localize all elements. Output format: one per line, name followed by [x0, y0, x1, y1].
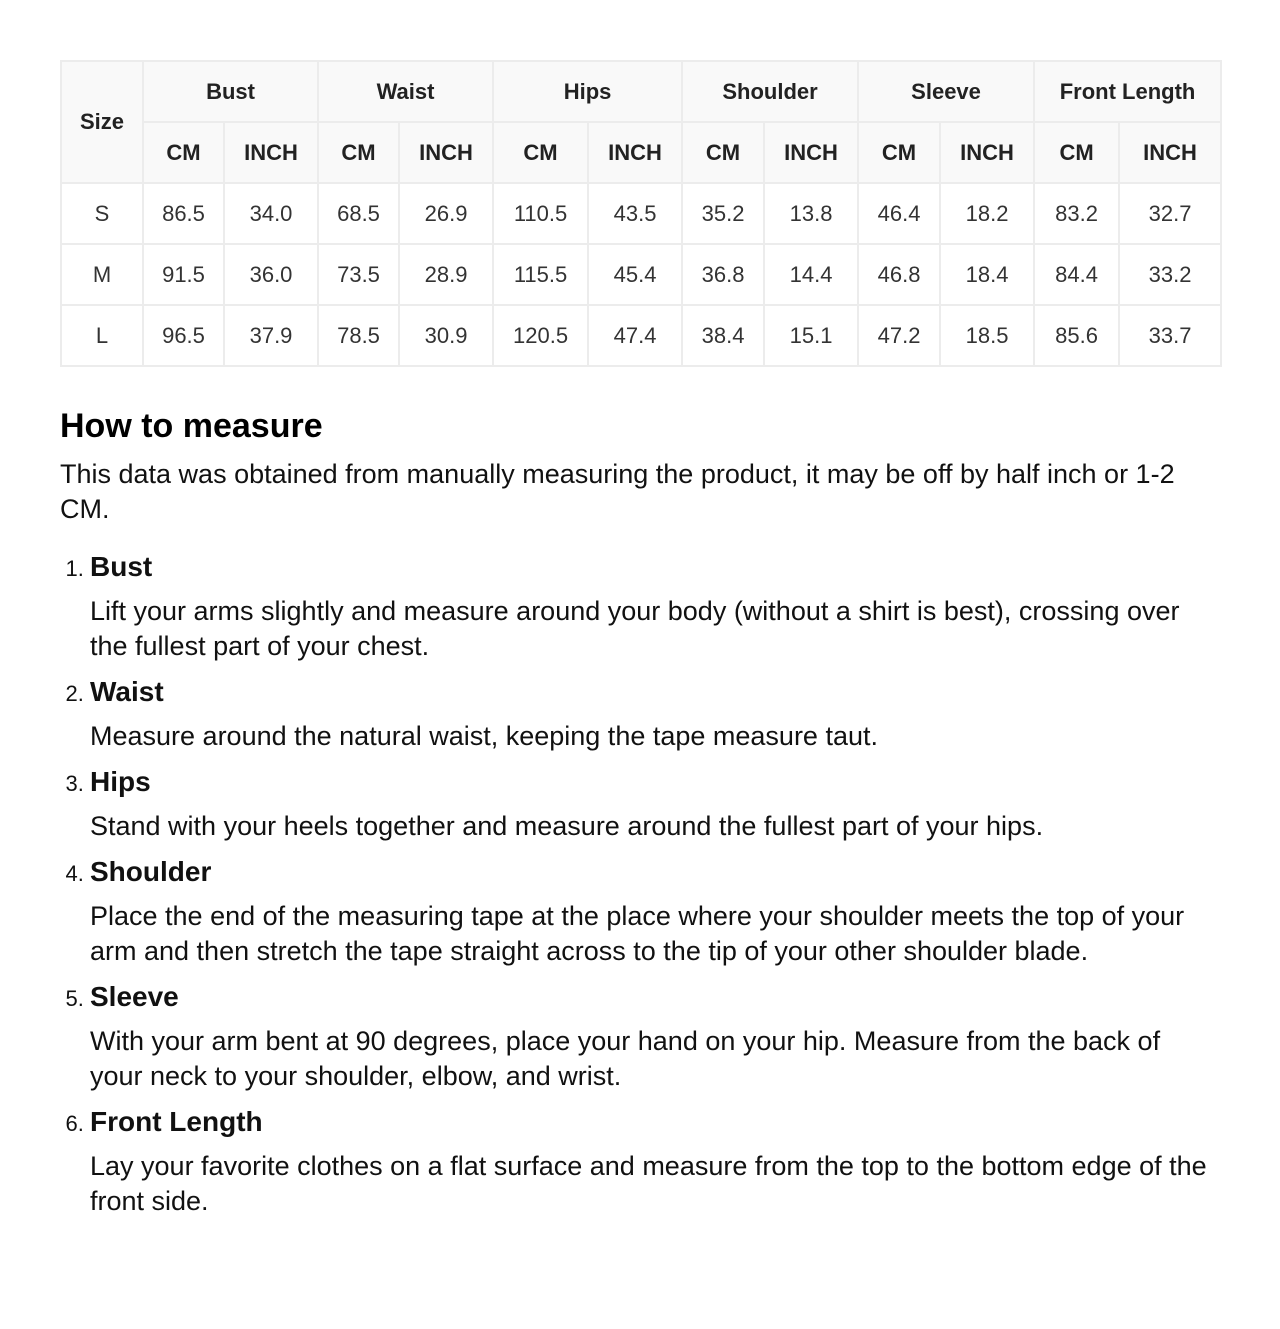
- step-text: Measure around the natural waist, keeping the tape measure taut.: [90, 721, 878, 751]
- unit-header: CM: [858, 122, 940, 183]
- value-cell: 36.0: [224, 244, 318, 305]
- size-cell: S: [61, 183, 143, 244]
- list-item: [90, 674, 1220, 754]
- list-item: [90, 979, 1220, 1094]
- value-cell: 68.5: [318, 183, 399, 244]
- size-chart-table: [60, 60, 1222, 367]
- value-cell: 84.4: [1034, 244, 1119, 305]
- value-cell: 37.9: [224, 305, 318, 366]
- size-cell: M: [61, 244, 143, 305]
- value-cell: 85.6: [1034, 305, 1119, 366]
- step-text: Place the end of the measuring tape at the place where your shoulder meets the top of your arm and then stretch the tape straight across to the tip of your other shoulder blade.: [90, 901, 1185, 966]
- size-column-header: Size: [61, 61, 143, 183]
- unit-header: INCH: [764, 122, 858, 183]
- value-cell: 15.1: [764, 305, 858, 366]
- value-cell: 91.5: [143, 244, 224, 305]
- list-item: [90, 854, 1220, 969]
- unit-header: CM: [318, 122, 399, 183]
- measure-header-row: [61, 61, 1221, 122]
- unit-header: INCH: [399, 122, 493, 183]
- list-item: [90, 549, 1220, 664]
- value-cell: 33.2: [1119, 244, 1221, 305]
- how-to-measure-intro: This data was obtained from manually measuring the product, it may be off by half inch or 1-2 CM.: [60, 459, 1175, 524]
- value-cell: 36.8: [682, 244, 764, 305]
- unit-header: CM: [682, 122, 764, 183]
- value-cell: 78.5: [318, 305, 399, 366]
- value-cell: 32.7: [1119, 183, 1221, 244]
- value-cell: 47.4: [588, 305, 682, 366]
- value-cell: 18.5: [940, 305, 1034, 366]
- step-title: 6. Front Length: [90, 1106, 263, 1137]
- value-cell: 96.5: [143, 305, 224, 366]
- unit-header: INCH: [1119, 122, 1221, 183]
- value-cell: 13.8: [764, 183, 858, 244]
- table-row: [61, 183, 1221, 244]
- table-row: [61, 244, 1221, 305]
- unit-header: INCH: [224, 122, 318, 183]
- step-title: 4. Shoulder: [90, 856, 212, 887]
- value-cell: 45.4: [588, 244, 682, 305]
- measure-header-front-length: Front Length: [1034, 61, 1221, 122]
- value-cell: 110.5: [493, 183, 588, 244]
- step-title: 2. Waist: [90, 676, 164, 707]
- value-cell: 26.9: [399, 183, 493, 244]
- value-cell: 120.5: [493, 305, 588, 366]
- value-cell: 46.4: [858, 183, 940, 244]
- step-title: 1. Bust: [90, 551, 153, 582]
- measure-header-bust: Bust: [143, 61, 318, 122]
- measure-header-waist: Waist: [318, 61, 493, 122]
- value-cell: 73.5: [318, 244, 399, 305]
- value-cell: 18.2: [940, 183, 1034, 244]
- value-cell: 115.5: [493, 244, 588, 305]
- value-cell: 28.9: [399, 244, 493, 305]
- unit-header: INCH: [588, 122, 682, 183]
- step-text: Lift your arms slightly and measure around your body (without a shirt is best), crossing over the fullest part of your chest.: [90, 596, 1180, 661]
- unit-header: CM: [493, 122, 588, 183]
- value-cell: 14.4: [764, 244, 858, 305]
- measure-header-hips: Hips: [493, 61, 682, 122]
- list-item: [90, 1104, 1220, 1219]
- size-cell: L: [61, 305, 143, 366]
- list-item: [90, 764, 1220, 844]
- value-cell: 35.2: [682, 183, 764, 244]
- unit-header: CM: [1034, 122, 1119, 183]
- how-to-measure-title: How to measure: [60, 407, 323, 445]
- unit-header: CM: [143, 122, 224, 183]
- measure-header-sleeve: Sleeve: [858, 61, 1034, 122]
- unit-header: INCH: [940, 122, 1034, 183]
- value-cell: 18.4: [940, 244, 1034, 305]
- value-cell: 33.7: [1119, 305, 1221, 366]
- value-cell: 34.0: [224, 183, 318, 244]
- value-cell: 30.9: [399, 305, 493, 366]
- measure-steps-list: [60, 549, 1220, 1219]
- value-cell: 83.2: [1034, 183, 1119, 244]
- value-cell: 38.4: [682, 305, 764, 366]
- table-row: [61, 305, 1221, 366]
- step-text: Lay your favorite clothes on a flat surface and measure from the top to the bottom edge of the front side.: [90, 1151, 1207, 1216]
- value-cell: 46.8: [858, 244, 940, 305]
- value-cell: 86.5: [143, 183, 224, 244]
- step-text: Stand with your heels together and measure around the fullest part of your hips.: [90, 811, 1044, 841]
- value-cell: 47.2: [858, 305, 940, 366]
- unit-header-row: [61, 122, 1221, 183]
- measure-header-shoulder: Shoulder: [682, 61, 858, 122]
- step-title: 3. Hips: [90, 766, 151, 797]
- step-title: 5. Sleeve: [90, 981, 179, 1012]
- value-cell: 43.5: [588, 183, 682, 244]
- step-text: With your arm bent at 90 degrees, place your hand on your hip. Measure from the back of your neck to your shoulder, elbow, and wrist.: [90, 1026, 1161, 1091]
